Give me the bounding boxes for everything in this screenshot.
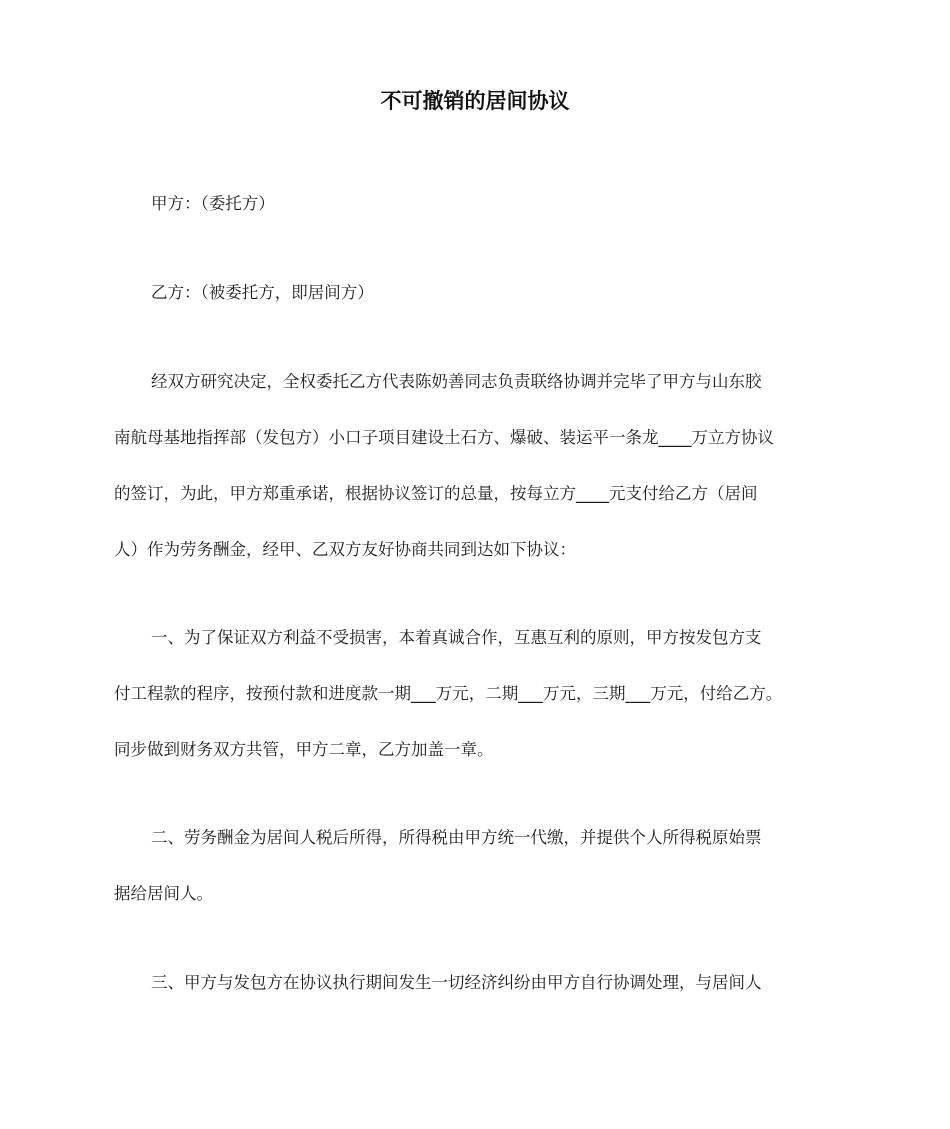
intro-line-1: 经双方研究决定，全权委托乙方代表陈奶善同志负责联络协调并完毕了甲方与山东胶 xyxy=(151,372,762,391)
intro-line-4: 人）作为劳务酬金，经甲、乙双方友好协商共同到达如下协议： xyxy=(114,540,576,559)
clause-1-line-3: 同步做到财务双方共管，甲方二章，乙方加盖一章。 xyxy=(114,740,494,759)
clause-2-line-2: 据给居间人。 xyxy=(114,884,213,903)
intro-line-3: 的签订，为此，甲方郑重承诺，根据协议签订的总量，按每立方____元支付给乙方（居间 xyxy=(114,484,758,503)
party-b-line: 乙方：（被委托方，即居间方） xyxy=(151,283,374,302)
intro-line-2: 南航母基地指挥部（发包方）小口子项目建设土石方、爆破、装运平一条龙____万立方协议 xyxy=(114,428,774,447)
clause-1-line-1: 一、为了保证双方利益不受损害，本着真诚合作，互惠互利的原则，甲方按发包方支 xyxy=(151,628,762,647)
party-a-line: 甲方：（委托方） xyxy=(151,194,275,213)
clause-3-line-1: 三、甲方与发包方在协议执行期间发生一切经济纠纷由甲方自行协调处理，与居间人 xyxy=(151,973,762,992)
clause-2-line-1: 二、劳务酬金为居间人税后所得，所得税由甲方统一代缴，并提供个人所得税原始票 xyxy=(151,828,762,847)
clause-1-line-2: 付工程款的程序，按预付款和进度款一期___万元，二期___万元，三期___万元，付给乙方。 xyxy=(114,684,783,703)
document-title: 不可撤销的居间协议 xyxy=(380,89,570,113)
